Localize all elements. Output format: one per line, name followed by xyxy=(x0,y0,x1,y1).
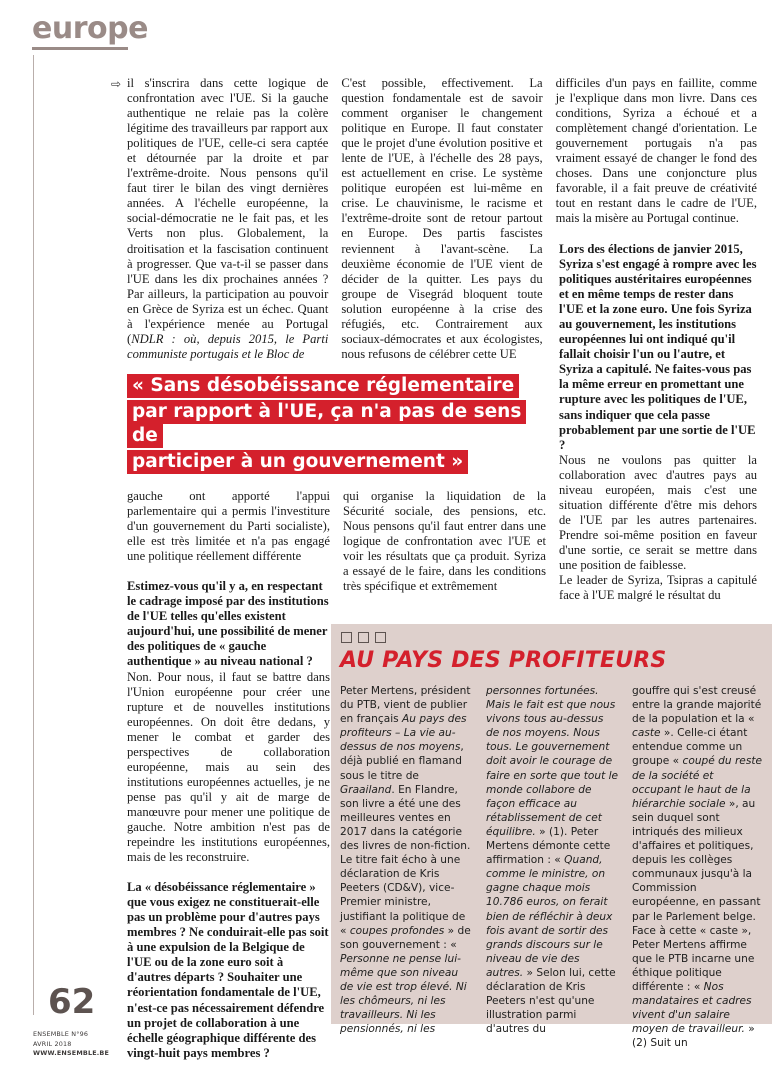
square-outline-icon xyxy=(358,632,369,643)
interview-question: La « désobéissance réglementaire » que vous exigez ne constituerait-elle pas un problème pour d'autres pays membres ? Ne conduirait-elle pas soit à une expulsion de la Belgique de l'UE ou de la zone euro soit à d'autres départs ? Souhaiter une réorientation fondamentale de l'UE, n'est-ce pas nécessairement défendre un projet de collaboration à une échelle géographique différente des vingt-huit pays membres ? xyxy=(127,880,329,1060)
colophon xyxy=(33,1030,109,1059)
mid-column-3 xyxy=(559,242,757,603)
interview-question: Lors des élections de janvier 2015, Syriza s'est engagé à rompre avec les politiques austéritaires européennes et en même temps de rester dans l'UE et la zone euro. Une fois Syriza au gouvernement, les institutions européennes lui ont indiqué qu'il fallait choisir l'un ou l'autre, et Syriza a capitulé. Ne faites-vous pas la même erreur en promettant une rupture avec les politiques de l'UE, sans indiquer que cela passe probablement par une sortie de l'UE ? xyxy=(559,242,757,452)
sidebar-column-1 xyxy=(340,684,473,1050)
publication-name: ENSEMBLE N°96 xyxy=(33,1030,89,1038)
top-column-1 xyxy=(111,76,329,362)
sidebar-box-profiteurs xyxy=(331,624,772,1050)
paragraph-text: Peter Mertens, président du PTB, vient de publier en français Au pays des profiteurs – La vie au-dessus de nos moyens, déjà publié en flamand sous le titre de Graailand. En Flandre, son livre a été une des meilleures ventes en 2017 dans la catégorie des livres de non-fiction. Le titre fait écho à une déclaration de Kris Peeters (CD&V), vice-Premier ministre, justifiant la politique de « coupes profondes » de son gouvernement : « Personne ne pense lui-même que son niveau de vie est trop élevé. Ni les chômeurs, ni les travailleurs. Ni les pensionnés, ni les xyxy=(340,685,471,1036)
pull-quote xyxy=(127,374,551,476)
section-masthead xyxy=(32,11,752,50)
masthead-underline xyxy=(32,47,128,50)
interview-question: Estimez-vous qu'il y a, en respectant le cadrage imposé par des institutions de l'UE telles qu'elles existent aujourd'hui, une possibilité de mener des politiques de « gauche authentique » au niveau national ? xyxy=(127,579,329,669)
arrow-right-icon: ⇨ xyxy=(111,77,122,91)
square-outline-icon xyxy=(341,632,352,643)
paragraph-text: difficiles d'un pays en faillite, comme je l'explique dans mon livre. Dans ces conditions, Syriza a échoué et a complètement changé d'orientation. Le gouvernement portugais n'a pas vraiment essayé de changer le fond des choses. Dans une conjoncture plus favorable, il a fait preuve de créativité tout en restant dans le cadre de l'UE, mais la misère au Portugal continue. xyxy=(555,76,757,226)
sidebar-column-2 xyxy=(486,684,619,1050)
pull-quote-line: participer à un gouvernement » xyxy=(127,450,551,474)
issue-date: AVRIL 2018 xyxy=(33,1039,72,1048)
left-margin-rule xyxy=(33,55,34,1015)
continuation-paragraph xyxy=(111,76,329,362)
paragraph-text: Le leader de Syriza, Tsipras a capitulé face à l'UE malgré le résultat du xyxy=(559,573,757,603)
page-number: 62 xyxy=(48,982,96,1022)
paragraph-text: C'est possible, effectivement. La question fondamentale est de savoir comment organiser le changement politique en Europe. Il faut constater que le projet d'une évolution positive et lente de l'UE, à l'échelle des 28 pays, est actuellement en crise. Le système politique européen est lui-même en crise. Le chauvinisme, le racisme et l'extrême-droite sont de retour partout en Europe. Des partis fascistes reviennent à l'avant-scène. La deuxième économie de l'UE vient de décider de la quitter. Les pays du groupe de Visegrád bloquent toute solution européenne à la crise des réfugiés, etc. Contrairement aux sociaux-démocrates et aux écologistes, nous refusons de célébrer cette UE xyxy=(341,76,543,361)
sidebar-columns xyxy=(340,684,765,1050)
paragraph-text: il s'inscrira dans cette logique de confrontation avec l'UE. Si la gauche authentique ne relaie pas la colère légitime des travailleurs par rapport aux politiques de l'UE, celle-ci sera captée et détournée par la droite et par l'extrême-droite. Nous pensons qu'il faut tirer le bilan des vingt dernières années. A l'échelle européenne, la social-démocratie ne le fait pas, et les Verts non plus. Globalement, la droitisation et la fascisation continuent à progresser. Que va-t-il se passer dans l'UE dans les dix prochaines années ? Par ailleurs, la participation au pouvoir en Grèce de Syriza est un échec. Quant à l'expérience menée au Portugal ( xyxy=(127,76,329,346)
paragraph-spacer xyxy=(127,564,330,579)
paragraph-text: gouffre qui s'est creusé entre la grande majorité de la population et la « caste ». Celle-ci étant entendue comme un groupe « coupé du reste de la société et occupant le haut de la hiérarchie sociale », au sein duquel sont intriqués des milieux d'affaires et politiques, depuis les collèges communaux jusqu'à la Commission européenne, en passant par le Parlement belge. Face à cette « caste », Peter Mertens affirme que le PTB incarne une éthique politique différente : « Nos mandataires et cadres vivent d'un salaire moyen de travailleur. » (2) Suit un xyxy=(632,685,763,1050)
section-title: europe xyxy=(32,11,148,46)
pull-quote-line: « Sans désobéissance réglementaire xyxy=(127,374,551,398)
paragraph-text: Nous ne voulons pas quitter la collaboration avec d'autres pays au niveau européen, mais c'est une situation différente d'être mis dehors de l'UE par les autres partenaires. Prendre soi-même position en faveur d'une sortie, ce serait se mettre dans une position de faiblesse. xyxy=(559,452,757,572)
mid-column-2 xyxy=(343,489,546,594)
paragraph-text: Non. Pour nous, il faut se battre dans l'Union européenne pour créer une rupture et de nouvelles institutions européennes. On doit être dedans, y mener le combat et garder des perspectives de collaboration européenne, mais au sein des institutions européennes actuelles, je ne pense pas qu'il y ait de marge de manœuvre pour mener une politique de gauche. Notre ambition n'est pas de repeindre les institutions européennes, mais de les reconstruire. xyxy=(127,669,330,865)
paragraph-text: qui organise la liquidation de la Sécurité sociale, des pensions, etc. Nous pensons qu'il faut entrer dans une logique de confrontation avec l'UE et voir les résultats que ça produit. Syriza a essayé de le faire, dans les conditions très spécifique et extrêmement xyxy=(343,489,546,594)
paragraph-text-italic: NDLR : où, depuis 2015, le Parti communiste portugais et le Bloc de xyxy=(127,331,329,361)
paragraph-text: gauche ont apporté l'appui parlementaire qui a permis l'investiture d'un gouvernement du Parti socialiste), elle est très limitée et n'a pas engagé une politique réellement différente xyxy=(127,489,330,564)
sidebar-title: AU PAYS DES PROFITEURS xyxy=(340,648,667,673)
paragraph-text: personnes fortunées. Mais le fait est que nous vivons tous au-dessus de nos moyens. Nous tous. Le gouvernement doit avoir le courage de faire en sorte que tout le monde collabore de façon efficace au rétablissement de cet équilibre. » (1). Peter Mertens démonte cette affirmation : « Quand, comme le ministre, on gagne chaque mois 10.786 euros, on ferait bien de réfléchir à deux fois avant de sortir des grands discours sur le niveau de vie des autres. » Selon lui, cette déclaration de Kris Peeters n'est qu'une illustration parmi d'autres du xyxy=(486,685,619,1036)
pull-quote-line: par rapport à l'UE, ça n'a pas de sens de xyxy=(127,400,551,448)
square-outline-icon xyxy=(375,632,386,643)
sidebar-column-3 xyxy=(632,684,765,1050)
paragraph-spacer xyxy=(127,865,330,880)
mid-column-1 xyxy=(127,489,330,1061)
top-column-2 xyxy=(341,76,542,362)
website-url[interactable]: WWW.ENSEMBLE.BE xyxy=(33,1049,110,1057)
decorative-squares xyxy=(341,632,386,643)
